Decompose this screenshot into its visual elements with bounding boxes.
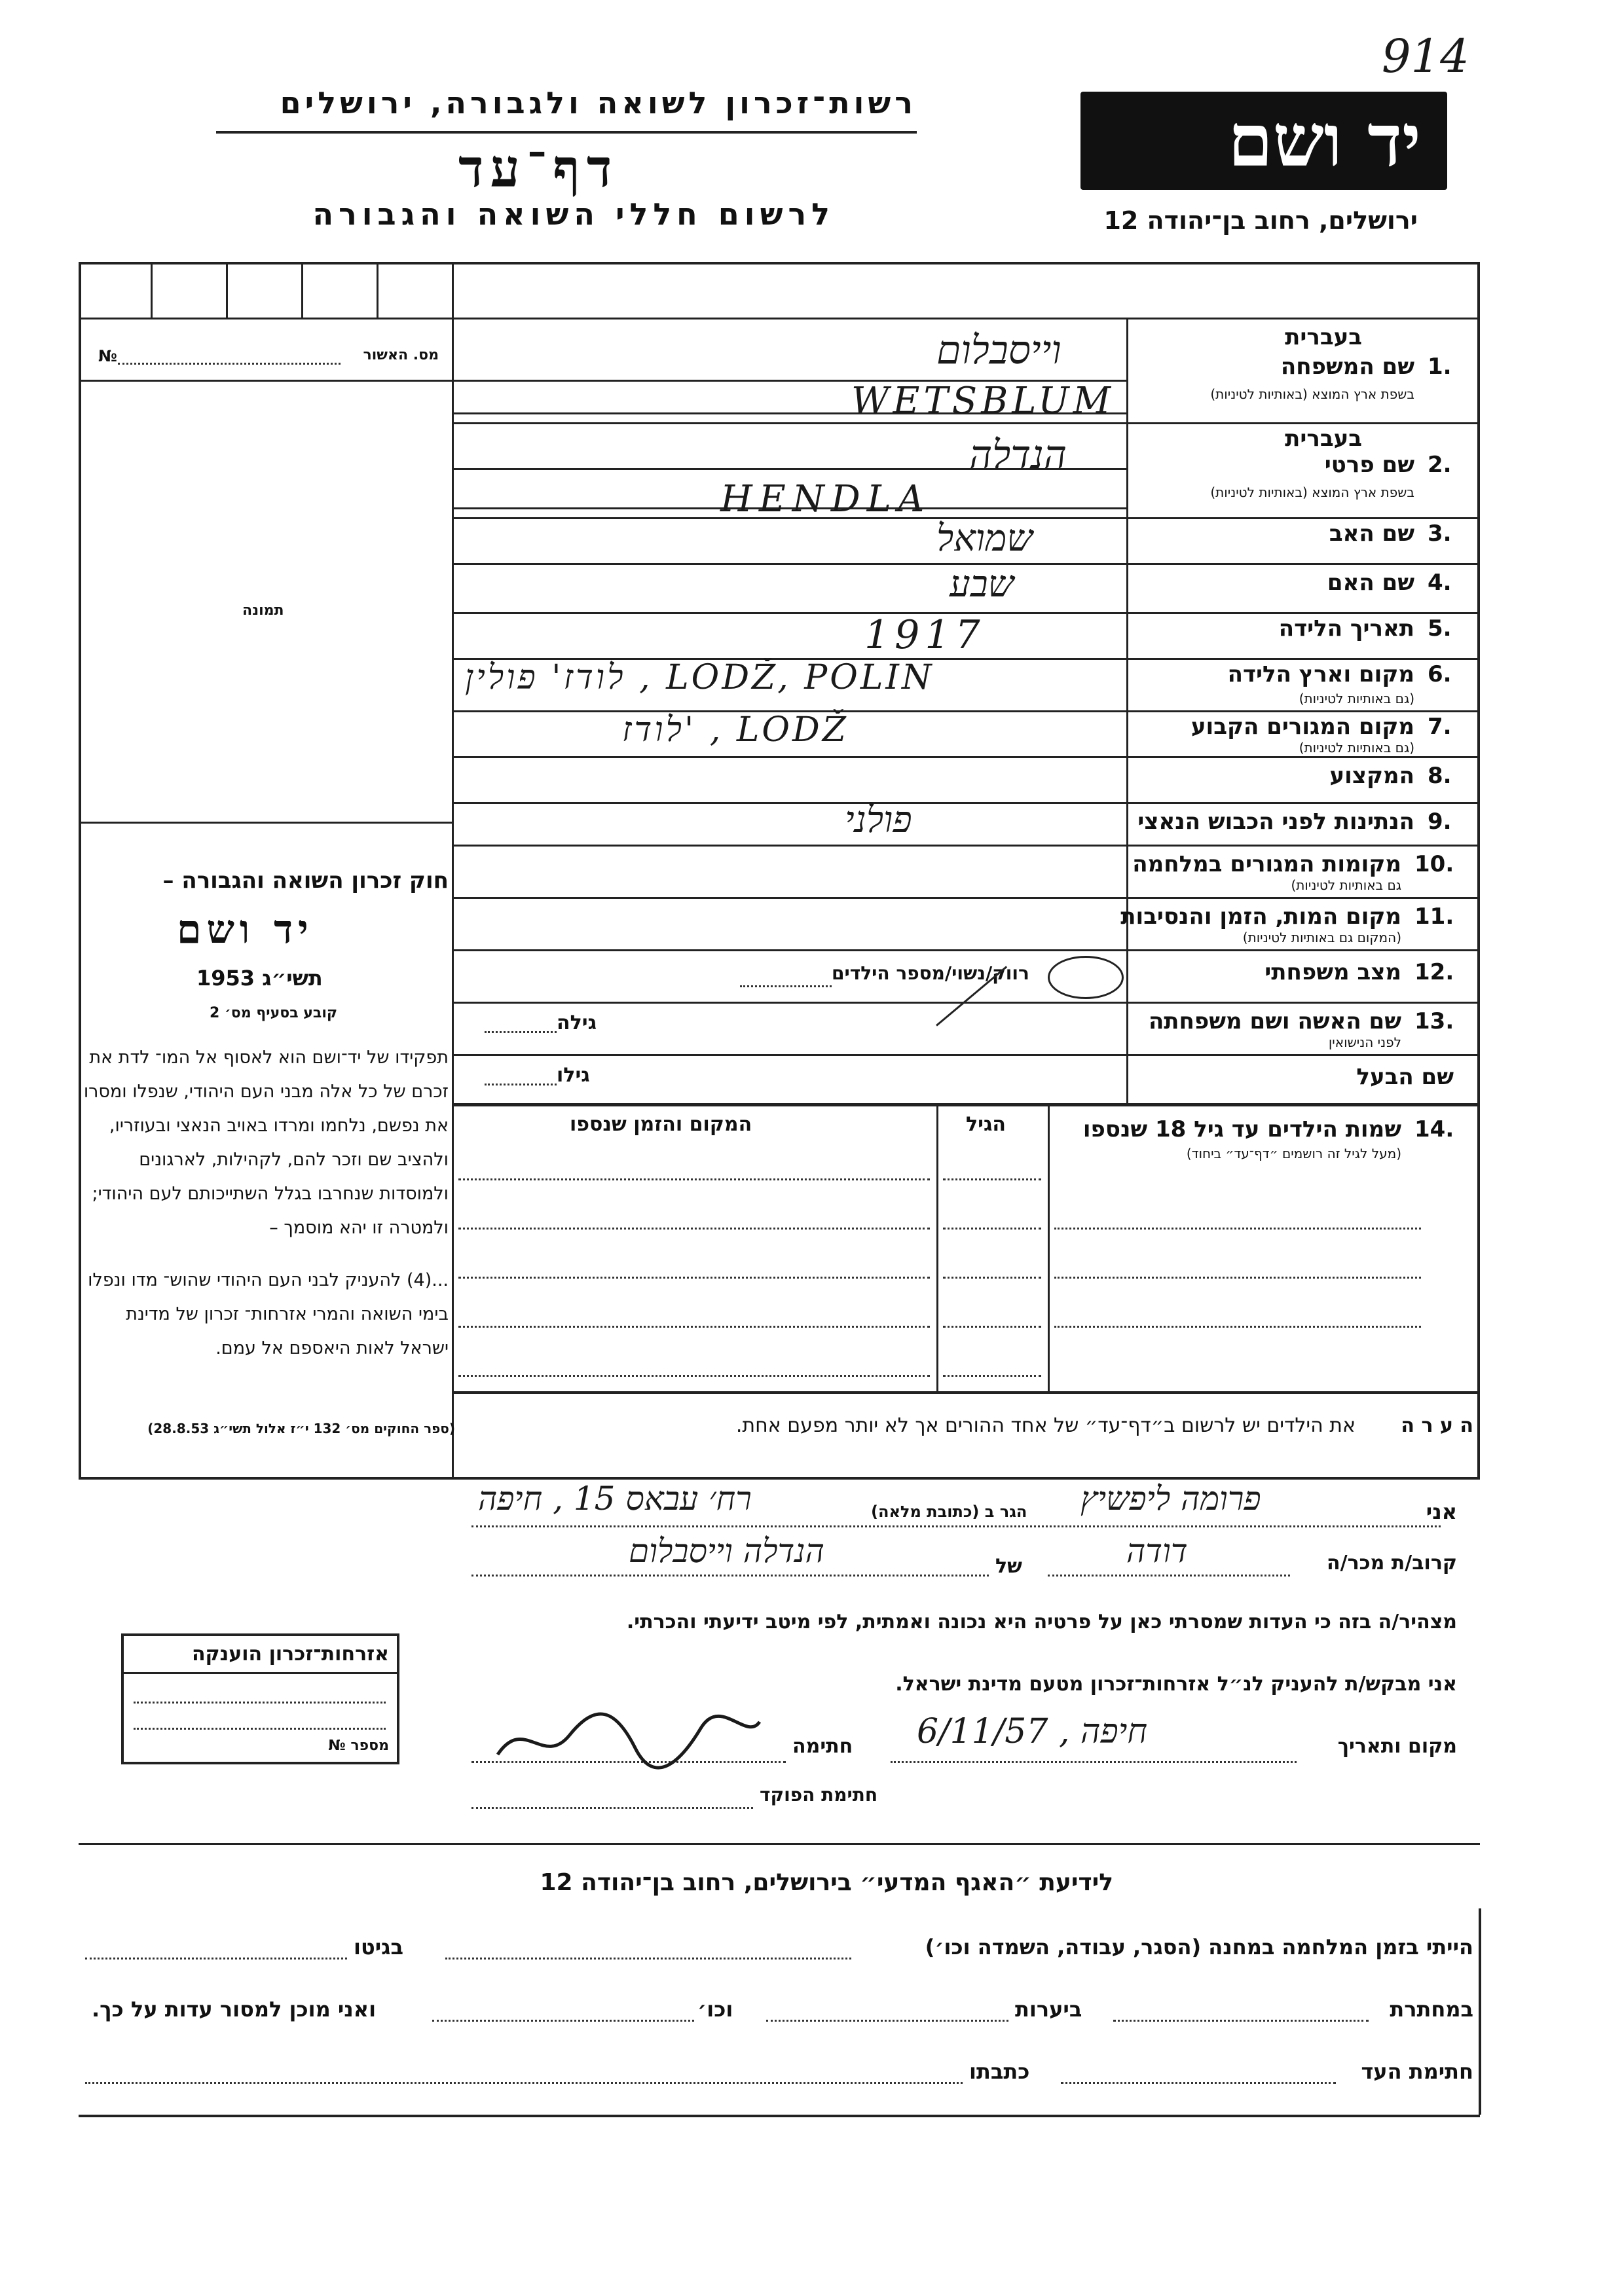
field-label-7: מקום המגורים הקבוע <box>1190 714 1414 740</box>
footer-line3-b: כתבתו <box>969 2059 1030 2084</box>
field-label-husband: שם הבעל <box>1356 1064 1454 1090</box>
field-num-10: 10. <box>1414 851 1454 877</box>
footer-line2-c: וכו׳ <box>697 1997 733 2022</box>
value-7: לודז' , LODŽ <box>622 710 849 750</box>
field-label-4: שם האם <box>1327 570 1414 596</box>
footer-line1-a: הייתי בזמן המלחמה במחנה (הסגר, עבודה, השמדה וכו׳) <box>925 1935 1473 1959</box>
field-num-2: 2. <box>1428 452 1452 478</box>
org-underline <box>216 131 917 134</box>
field-num-14: 14. <box>1414 1116 1454 1142</box>
field-sub-13: לפני הנישואין <box>1328 1034 1401 1050</box>
ref-number: 914 <box>1382 29 1469 83</box>
field-num-3: 3. <box>1428 520 1452 547</box>
hebrew-tag-1: בעברית <box>1285 324 1362 350</box>
decl-place-date-value: חיפה , 6/11/57 <box>917 1712 1148 1751</box>
hebrew-tag-2: בעברית <box>1285 426 1362 452</box>
decl-of-value: הנדלה וייסבלום <box>629 1532 824 1570</box>
value-4: שבע <box>950 563 1014 606</box>
field-num-12: 12. <box>1414 959 1454 985</box>
field-sub-1: בשפת ארץ המוצא (באותיות לטיניות) <box>1210 386 1414 402</box>
footer-line2-a: במחתרת <box>1390 1997 1473 2022</box>
value-he-1: וייסבלום <box>936 327 1061 373</box>
value-latin-1: WETSBLUM <box>851 380 1115 422</box>
field-num-5: 5. <box>1428 615 1452 642</box>
law-text-2: ...(4) להעניק לבני העם היהודי שהוש־ מדו ונפלו בימי השואה והמרי אזרחות־ זכרון של מדינת ישראל לאות היאספם אל עמם. <box>88 1270 449 1358</box>
field-num-1: 1. <box>1428 354 1452 380</box>
field-label-12: מצב משפחתי <box>1264 959 1401 985</box>
field-label-1: שם המשפחה <box>1280 354 1414 380</box>
decl-i-label: אני <box>1426 1499 1457 1524</box>
value-6: לודז' פולין , LODŽ, POLIN <box>465 658 934 697</box>
decl-relative-label: קרוב/ת מכר/ה <box>1327 1552 1457 1575</box>
law-ref: (ספר החוקים מס׳ 132 י״ז אלול תשי״ג 28.8.53) <box>147 1421 455 1436</box>
decl-declare-text: מצהיר/ה בזה כי העדות שמסרתי כאן על פרטיה היא נכונה ואמתית, לפי מיטב ידיעתי והכרתי. <box>626 1611 1457 1633</box>
value-he-2: הנדלה <box>969 432 1067 478</box>
value-9: פולני <box>845 799 912 841</box>
field-num-7: 7. <box>1428 714 1452 740</box>
approval-number <box>92 347 439 373</box>
field-sub-10: גם באותיות לטיניות) <box>1291 877 1401 893</box>
page-subtitle: לרשום חללי השואה והגבורה <box>312 196 835 232</box>
field-label-6: מקום וארץ הלידה <box>1227 661 1414 687</box>
approval-no-sign: № <box>98 347 117 365</box>
field-label-3: שם האב <box>1329 520 1414 547</box>
value-12: רווק/נשוי/מספר הילדים <box>832 962 1029 984</box>
value-latin-2: HENDLA <box>720 478 931 520</box>
field-label-9: הנתינות לפני הכבוש הנאצי <box>1137 809 1414 835</box>
children-sub: (מעל לגיל זה רושמים ״דף־עד״ ביחוד) <box>1186 1146 1401 1161</box>
citizenship-box-title: אזרחות־זכרון הוענקה <box>191 1643 389 1666</box>
org-line: רשות־זכרון לשואה ולגבורה, ירושלים <box>280 85 917 120</box>
law-name: יד ושם <box>177 907 314 953</box>
field-num-9: 9. <box>1428 809 1452 835</box>
decl-address-value: רח׳ עבאס 15 , חיפה <box>478 1480 752 1518</box>
circled-mark <box>1048 956 1124 999</box>
decl-place-date-label: מקום ותאריך <box>1337 1735 1457 1758</box>
footer-bottom-line <box>79 2115 1480 2117</box>
citizenship-box <box>121 1633 399 1764</box>
wife-age-label: גילה <box>557 1011 597 1034</box>
field-label-8: המקצוע <box>1329 763 1414 789</box>
law-text-1: תפקידו של יד־ושם הוא לאסוף אל המו־ לדת את זכרם של כל אלה מבני העם היהודי, שנפלו ומסרו את נפשם, נלחמו ומרדו באויב הנאצי ובעוזריו, ולהציב שם וזכר להם, לקהילות, לארגונים ולמוסדות שנחרבו בגלל השתייכותם לעם היהודי; ולמטרה זו יהא מוסמך – <box>83 1048 449 1238</box>
field-num-6: 6. <box>1428 661 1452 687</box>
field-sub-7: (גם באותיות לטיניות) <box>1299 740 1414 756</box>
yad-vashem-logo <box>1080 92 1447 190</box>
citizenship-box-number: מספר № <box>328 1738 389 1754</box>
decl-resides-label: הגר ב (כתובת מלאה) <box>871 1503 1027 1521</box>
law-title: חוק זכרון השואה והגבורה – <box>162 867 449 894</box>
address: ירושלים, רחוב בן־יהודה 12 <box>1103 206 1418 235</box>
page-title: דף־עד <box>458 137 619 199</box>
approval-no-label: מס. האשור <box>363 347 439 363</box>
field-sub-11: (המקום גם באותיות לטיניות) <box>1242 930 1401 945</box>
footer-title: לידיעת ״האגף המדעי״ בירושלים, רחוב בן־יהודה 12 <box>540 1869 1113 1896</box>
field-sub-2: בשפת ארץ המוצא (באותיות לטיניות) <box>1210 484 1414 500</box>
decl-officer-label: חתימת הפוקד <box>760 1784 878 1806</box>
footer-line1-b: בגיטו <box>354 1935 403 1959</box>
decl-relative-value: דודה <box>1126 1532 1188 1570</box>
decl-signature-label: חתימה <box>792 1735 853 1758</box>
decl-request-text: אני מבקש/ת להעניק לנ״ל אזרחות־זכרון מטעם מדינת ישראל. <box>895 1673 1457 1696</box>
field-label-2: שם פרטי <box>1324 452 1414 478</box>
logo-text: יד ושם <box>1228 98 1421 183</box>
decl-of-label: של <box>995 1555 1022 1578</box>
husband-age-label: גילו <box>557 1064 590 1087</box>
field-label-10: מקומות המגורים במלחמה <box>1132 851 1401 877</box>
field-num-4: 4. <box>1428 570 1452 596</box>
law-section: קובע בסעיף מס׳ 2 <box>210 1005 338 1021</box>
note-label: ה ע ר ה <box>1401 1414 1473 1437</box>
children-label: שמות הילדים עד גיל 18 שנספו <box>1082 1116 1401 1142</box>
field-label-13: שם האשה ושם משפחתה <box>1148 1008 1401 1034</box>
children-col-age: הגיל <box>966 1113 1006 1136</box>
left-column-divider <box>452 262 454 1480</box>
footer-top-line <box>79 1843 1480 1845</box>
field-num-8: 8. <box>1428 763 1452 789</box>
value-5: 1917 <box>864 612 986 658</box>
decl-i-value: פרומה ליפשיץ <box>1080 1480 1261 1518</box>
field-num-13: 13. <box>1414 1008 1454 1034</box>
footer-line3-a: חתימת העד <box>1361 2059 1473 2084</box>
signature-mark <box>485 1702 773 1774</box>
children-col-place: המקום והזמן שנספו <box>570 1113 752 1136</box>
top-strip-line <box>79 318 1480 319</box>
footer-line2-d: ואני מוכן למסור עדות על כך. <box>92 1997 377 2022</box>
note-text: את הילדים יש לרשום ב״דף־עד״ של אחד ההורים אך לא יותר מפעם אחת. <box>735 1414 1356 1437</box>
law-year: תשי״ג 1953 <box>196 966 323 991</box>
field-num-11: 11. <box>1414 903 1454 930</box>
field-sub-6: (גם באותיות לטיניות) <box>1299 691 1414 706</box>
value-3: שמואל <box>936 517 1033 560</box>
field-label-5: תאריך הלידה <box>1278 615 1414 642</box>
photo-label: תמונה <box>242 602 284 619</box>
photo-box-bottom <box>79 822 452 824</box>
field-label-11: מקום המות, הזמן והנסיבות <box>1120 903 1401 930</box>
footer-line2-b: ביערות <box>1015 1997 1082 2022</box>
